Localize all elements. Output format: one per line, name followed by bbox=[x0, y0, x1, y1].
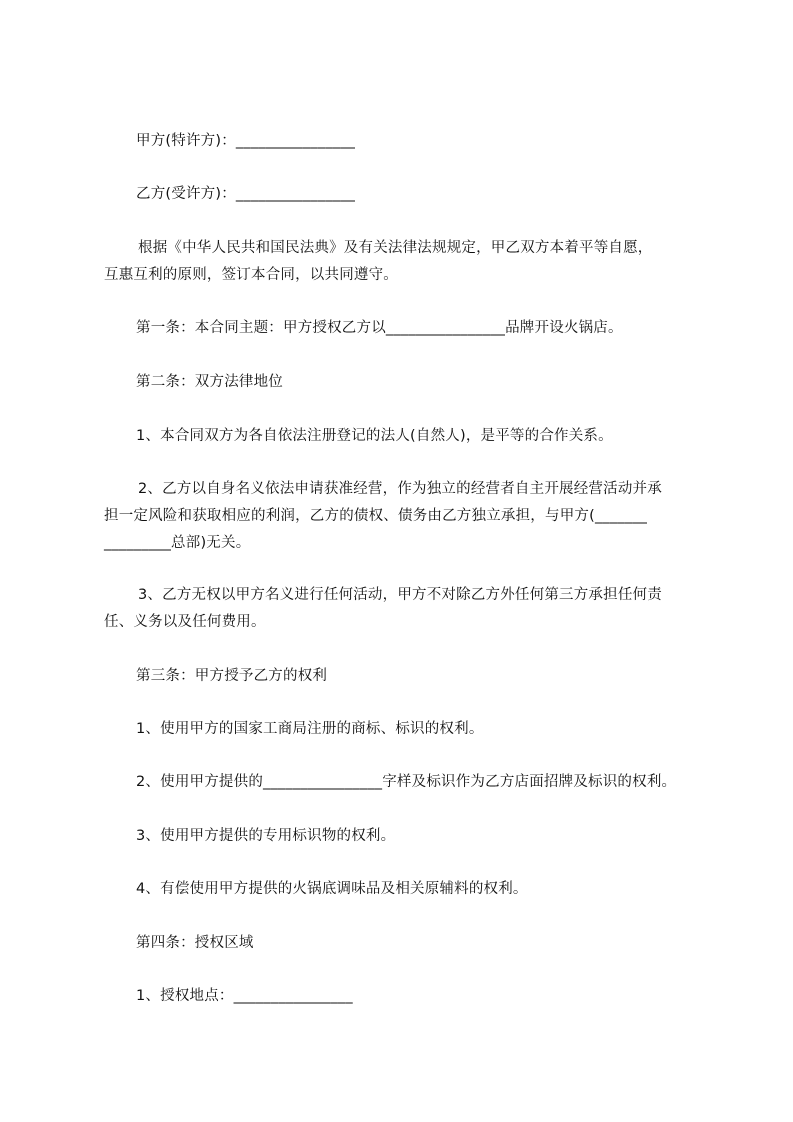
article-2-item-2-line-1: 2、乙方以自身名义依法申请获准经营，作为独立的经营者自主开展经营活动并承 bbox=[138, 481, 662, 497]
party-b-line: 乙方(受许方)：________________ bbox=[136, 186, 356, 202]
article-4-title: 第四条：授权区域 bbox=[136, 935, 254, 951]
article-2-item-2-line-2: 担一定风险和获取相应的利润，乙方的债权、债务由乙方独立承担，与甲方(_______ bbox=[104, 508, 648, 524]
preamble-line-1: 根据《中华人民共和国民法典》及有关法律法规规定，甲乙双方本着平等自愿， bbox=[138, 240, 653, 256]
article-3-item-4: 4、有偿使用甲方提供的火锅底调味品及相关原辅料的权利。 bbox=[136, 881, 528, 897]
article-1: 第一条：本合同主题：甲方授权乙方以________________品牌开设火锅店。 bbox=[136, 320, 623, 336]
preamble-line-2: 互惠互利的原则，签订本合同，以共同遵守。 bbox=[104, 267, 398, 283]
article-2-item-1: 1、本合同双方为各自依法注册登记的法人(自然人)，是平等的合作关系。 bbox=[136, 428, 613, 444]
article-3-title: 第三条：甲方授予乙方的权利 bbox=[136, 668, 328, 684]
article-2-title: 第二条：双方法律地位 bbox=[136, 374, 283, 390]
party-a-line: 甲方(特许方)：________________ bbox=[136, 133, 356, 149]
article-3-item-2: 2、使用甲方提供的________________字样及标识作为乙方店面招牌及标识的权利。 bbox=[136, 774, 677, 790]
article-2-item-3-line-1: 3、乙方无权以甲方名义进行任何活动，甲方不对除乙方外任何第三方承担任何责 bbox=[138, 587, 662, 603]
article-4-item-1: 1、授权地点：________________ bbox=[136, 988, 353, 1004]
article-3-item-1: 1、使用甲方的国家工商局注册的商标、标识的权利。 bbox=[136, 721, 484, 737]
article-2-item-3-line-2: 任、义务以及任何费用。 bbox=[104, 614, 266, 630]
article-3-item-3: 3、使用甲方提供的专用标识物的权利。 bbox=[136, 828, 396, 844]
article-2-item-2-line-3: _________总部)无关。 bbox=[104, 535, 251, 551]
